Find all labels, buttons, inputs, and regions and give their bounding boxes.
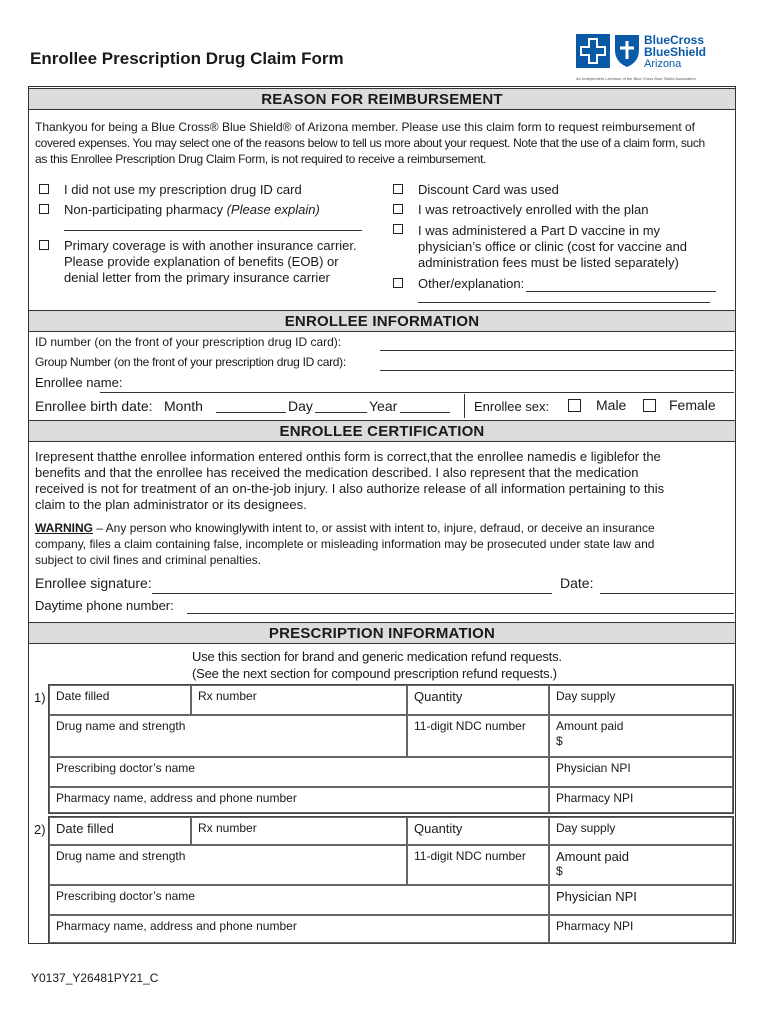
row-number: 1) xyxy=(34,690,46,705)
label-signature: Enrollee signature: xyxy=(35,575,152,591)
label-pharmacy: Pharmacy name, address and phone number xyxy=(56,919,297,933)
label-non-participating-text: Non-participating pharmacy xyxy=(64,202,223,217)
group-number-line[interactable] xyxy=(380,370,734,371)
label-primary-2: Please provide explanation of benefits (EOB) or xyxy=(64,254,339,269)
cell-date-filled[interactable] xyxy=(49,685,191,715)
warning-text-1: – Any person who knowinglywith intent to, or assist with intent to, injure, defraud, or deceive an insurance xyxy=(93,521,655,535)
checkbox-vaccine[interactable] xyxy=(393,224,403,234)
warning-label: WARNING xyxy=(35,521,93,535)
cell-date-filled[interactable] xyxy=(49,817,191,845)
label-date-filled: Date filled xyxy=(56,689,110,703)
label-primary-1: Primary coverage is with another insurance carrier. xyxy=(64,238,357,253)
brand-line-3: Arizona xyxy=(644,58,682,70)
label-vaccine-2: physician’s office or clinic (cost for vaccine and xyxy=(418,239,688,254)
label-rx-number: Rx number xyxy=(198,689,257,703)
reason-intro-2: covered expenses. You may select one of the reasons below to tell us more about your request. Note that the use of a claim form, such xyxy=(35,136,705,150)
label-no-id-card: I did not use my prescription drug ID card xyxy=(64,182,302,197)
birth-day-line[interactable] xyxy=(315,412,367,413)
label-dollar: $ xyxy=(556,864,563,878)
cell-ndc[interactable] xyxy=(407,845,549,885)
form-title: Enrollee Prescription Drug Claim Form xyxy=(30,49,344,68)
cell-day-supply[interactable] xyxy=(549,817,733,845)
enrollee-name-line[interactable] xyxy=(100,392,734,393)
label-enrollee-name: Enrollee name: xyxy=(35,375,123,390)
label-doctor: Prescribing doctor’s name xyxy=(56,761,195,775)
prescription-row-2 xyxy=(48,816,734,944)
signature-date-line[interactable] xyxy=(600,593,734,594)
row-number: 2) xyxy=(34,822,46,837)
label-date: Date: xyxy=(560,575,594,591)
cell-drug-name[interactable] xyxy=(49,845,407,885)
warning-line-2: company, files a claim containing false, incomplete or misleading information may be prosecuted under state law and xyxy=(35,537,655,551)
label-date-filled: Date filled xyxy=(56,821,114,836)
prescription-heading: PRESCRIPTION INFORMATION xyxy=(268,625,496,642)
label-month: Month xyxy=(164,398,203,414)
label-ndc: 11-digit NDC number xyxy=(414,849,526,863)
checkbox-no-id-card[interactable] xyxy=(39,184,49,194)
signature-line[interactable] xyxy=(152,593,552,594)
label-drug-name: Drug name and strength xyxy=(56,719,186,733)
cell-amount-paid[interactable] xyxy=(549,845,733,885)
label-male: Male xyxy=(596,397,627,413)
brand-tagline: An Independent Licensee of the Blue Cross Blue Shield Association xyxy=(576,76,696,81)
id-number-line[interactable] xyxy=(380,350,734,351)
label-vaccine-3: administration fees must be listed separately) xyxy=(418,255,679,270)
label-amount-paid: Amount paid xyxy=(556,719,624,733)
prescription-note-2: (See the next section for compound prescription refund requests.) xyxy=(192,666,557,681)
checkbox-discount-card[interactable] xyxy=(393,184,403,194)
label-birth-date: Enrollee birth date: xyxy=(35,398,153,414)
birth-month-line[interactable] xyxy=(216,412,286,413)
label-other: Other/explanation: xyxy=(418,276,525,291)
label-doctor: Prescribing doctor’s name xyxy=(56,889,195,903)
label-enrollee-sex: Enrollee sex: xyxy=(474,399,550,414)
label-ndc: 11-digit NDC number xyxy=(414,719,526,733)
certification-heading: ENROLLEE CERTIFICATION xyxy=(279,423,485,440)
brand-line-2: BlueShield xyxy=(644,45,707,59)
reason-heading: REASON FOR REIMBURSEMENT xyxy=(261,91,503,108)
cert-para-2: benefits and that the enrollee has received the medication described. I also represent that the medication xyxy=(35,465,639,480)
cell-pharmacy[interactable] xyxy=(49,787,549,813)
label-pharmacy-npi: Pharmacy NPI xyxy=(556,791,634,805)
checkbox-non-participating[interactable] xyxy=(39,204,49,214)
section-header-certification xyxy=(29,420,735,442)
cell-amount-paid[interactable] xyxy=(549,715,733,757)
cell-physician-npi[interactable] xyxy=(549,885,733,915)
cert-para-3: received is not for treatment of an on-the-job injury. I also authorize release of all information pertaining to this xyxy=(35,481,665,496)
checkbox-primary-coverage[interactable] xyxy=(39,240,49,250)
label-discount-card: Discount Card was used xyxy=(418,182,559,197)
label-physician-npi: Physician NPI xyxy=(556,889,637,904)
checkbox-other[interactable] xyxy=(393,278,403,288)
reason-intro-1: Thankyou for being a Blue Cross® Blue Shield® of Arizona member. Please use this claim form to request reimbursement of xyxy=(35,120,695,134)
label-non-participating xyxy=(64,202,320,218)
checkbox-retroactive[interactable] xyxy=(393,204,403,214)
cert-para-4: claim to the plan administrator or its designees. xyxy=(35,497,307,512)
section-header-reason xyxy=(29,88,735,110)
section-header-enrollee xyxy=(29,310,735,332)
other-explanation-line-2[interactable] xyxy=(418,302,710,303)
label-rx-number: Rx number xyxy=(198,821,257,835)
blue-shield-icon xyxy=(613,32,641,68)
label-id-number: ID number (on the front of your prescription drug ID card): xyxy=(35,335,342,349)
section-header-prescription xyxy=(29,622,735,644)
prescription-note-1: Use this section for brand and generic medication refund requests. xyxy=(192,649,562,664)
label-please-explain: (Please explain) xyxy=(226,202,320,217)
checkbox-female[interactable] xyxy=(643,399,656,412)
cell-rx-number[interactable] xyxy=(191,817,407,845)
label-retroactive: I was retroactively enrolled with the plan xyxy=(418,202,649,217)
brand-line-1: BlueCross xyxy=(644,33,705,47)
label-vaccine-1: I was administered a Part D vaccine in my xyxy=(418,223,661,238)
birth-year-line[interactable] xyxy=(400,412,450,413)
bcbs-logo xyxy=(576,30,716,82)
cell-pharmacy[interactable] xyxy=(49,915,549,943)
cell-physician-npi[interactable] xyxy=(549,757,733,787)
label-quantity: Quantity xyxy=(414,821,463,836)
label-female: Female xyxy=(669,397,716,413)
non-participating-explain-line[interactable] xyxy=(64,230,362,231)
label-phone: Daytime phone number: xyxy=(35,598,174,613)
cell-drug-name[interactable] xyxy=(49,715,407,757)
label-drug-name: Drug name and strength xyxy=(56,849,186,863)
checkbox-male[interactable] xyxy=(568,399,581,412)
warning-line-3: subject to civil fines and criminal penalties. xyxy=(35,553,262,567)
label-group-number: Group Number (on the front of your prescription drug ID card): xyxy=(35,355,346,369)
cell-day-supply[interactable] xyxy=(549,685,733,715)
cell-doctor[interactable] xyxy=(49,757,549,787)
cell-pharmacy-npi[interactable] xyxy=(549,915,733,943)
sex-divider xyxy=(464,394,465,418)
cell-quantity[interactable] xyxy=(407,817,549,845)
enrollee-heading: ENROLLEE INFORMATION xyxy=(284,313,480,330)
label-year: Year xyxy=(369,398,398,414)
label-primary-3: denial letter from the primary insurance carrier xyxy=(64,270,330,285)
cell-ndc[interactable] xyxy=(407,715,549,757)
label-amount-paid: Amount paid xyxy=(556,849,629,864)
label-day-supply: Day supply xyxy=(556,821,616,835)
prescription-row-1 xyxy=(48,684,734,814)
label-day-supply: Day supply xyxy=(556,689,616,703)
cell-pharmacy-npi[interactable] xyxy=(549,787,733,813)
cert-para-1: Irepresent thatthe enrollee information entered onthis form is correct,that the enrollee namedis e ligiblefor the xyxy=(35,449,661,464)
cell-rx-number[interactable] xyxy=(191,685,407,715)
label-quantity: Quantity xyxy=(414,689,463,704)
cell-doctor[interactable] xyxy=(49,885,549,915)
label-day: Day xyxy=(288,398,313,414)
cell-quantity[interactable] xyxy=(407,685,549,715)
warning-line-1 xyxy=(35,521,655,536)
label-dollar: $ xyxy=(556,734,563,748)
other-explanation-line-1[interactable] xyxy=(526,291,716,292)
form-code: Y0137_Y26481PY21_C xyxy=(31,971,159,985)
label-pharmacy: Pharmacy name, address and phone number xyxy=(56,791,297,805)
label-pharmacy-npi: Pharmacy NPI xyxy=(556,919,634,933)
reason-intro-3: as this Enrollee Prescription Drug Claim Form, is not required to receive a reimbursement. xyxy=(35,152,487,166)
blue-cross-icon xyxy=(576,34,610,68)
label-physician-npi: Physician NPI xyxy=(556,761,631,775)
phone-line[interactable] xyxy=(187,613,734,614)
